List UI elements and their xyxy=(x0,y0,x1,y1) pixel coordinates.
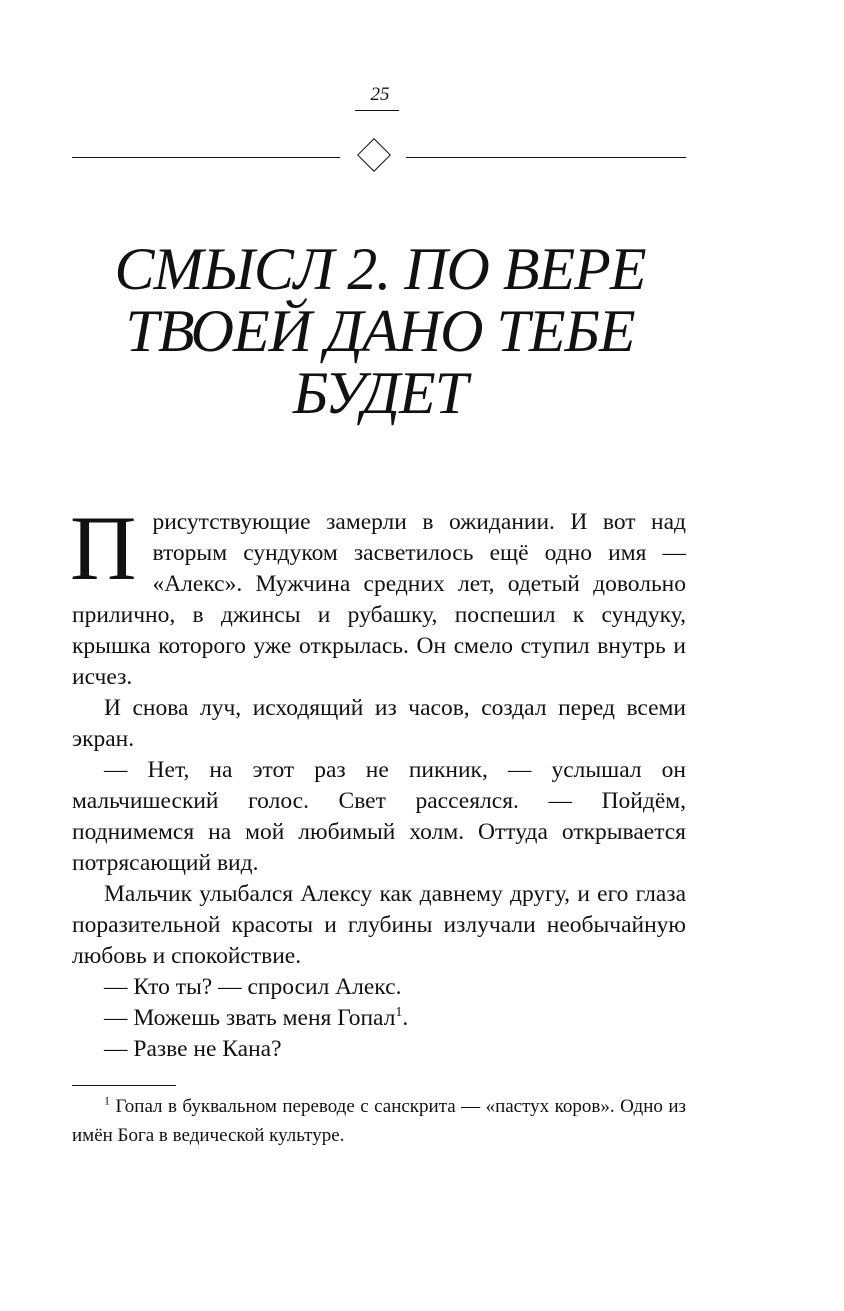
page-number-underline xyxy=(355,110,399,111)
ornament-line-right xyxy=(406,157,686,158)
paragraph-1 xyxy=(70,497,686,693)
paragraph-7: — Разве не Кана? xyxy=(104,1036,282,1062)
chapter-title-line-2: ТВОЕЙ ДАНО ТЕБЕ xyxy=(125,298,635,364)
page-number: 25 xyxy=(370,84,390,105)
paragraph-5: — Кто ты? — спросил Алекс. xyxy=(104,974,402,1000)
footnote-text: Гопал в буквальном переводе с санскрита — «пастух коров». Одно из имён Бога в ведической культуре. xyxy=(72,1096,687,1146)
paragraph-6-end: . xyxy=(402,1005,409,1031)
footnote-reference[interactable]: 1 xyxy=(395,1005,403,1021)
ornament-line-left xyxy=(72,157,340,158)
body-text xyxy=(70,497,686,1065)
paragraph-6-text: — Можешь звать меня Гопал xyxy=(104,1005,396,1031)
footnote-number: 1 xyxy=(104,1093,110,1108)
paragraph-6 xyxy=(72,1003,686,1034)
paragraph-1-text: рисутствующие замерли в ожидании. И вот над вторым сундуком засветилось ещё одно имя — «Алекс». Мужчина средних лет, одетый довольно прилично, в джинсы и рубашку, поспешил к сундуку, крышка которого уже открылась. Он смело ступил внутрь и исчез. xyxy=(72,509,686,690)
footnote xyxy=(72,1092,686,1150)
paragraph-3: — Нет, на этот раз не пикник, — услышал он мальчишеский голос. Свет рассеялся. — Пойдём, поднимемся на мой любимый холм. Оттуда открывается потрясающий вид. xyxy=(72,757,686,876)
drop-cap: П xyxy=(70,497,137,599)
chapter-title xyxy=(60,238,700,424)
diamond-icon xyxy=(357,138,391,172)
paragraph-4: Мальчик улыбался Алексу как давнему другу, и его глаза поразительной красоты и глубины излучали необычайную любовь и спокойствие. xyxy=(72,881,686,969)
chapter-title-line-3: БУДЕТ xyxy=(292,360,468,426)
paragraph-2: И снова луч, исходящий из часов, создал перед всеми экран. xyxy=(72,695,686,752)
footnote-rule xyxy=(72,1085,176,1086)
chapter-title-line-1: СМЫСЛ 2. ПО ВЕРЕ xyxy=(114,236,646,302)
